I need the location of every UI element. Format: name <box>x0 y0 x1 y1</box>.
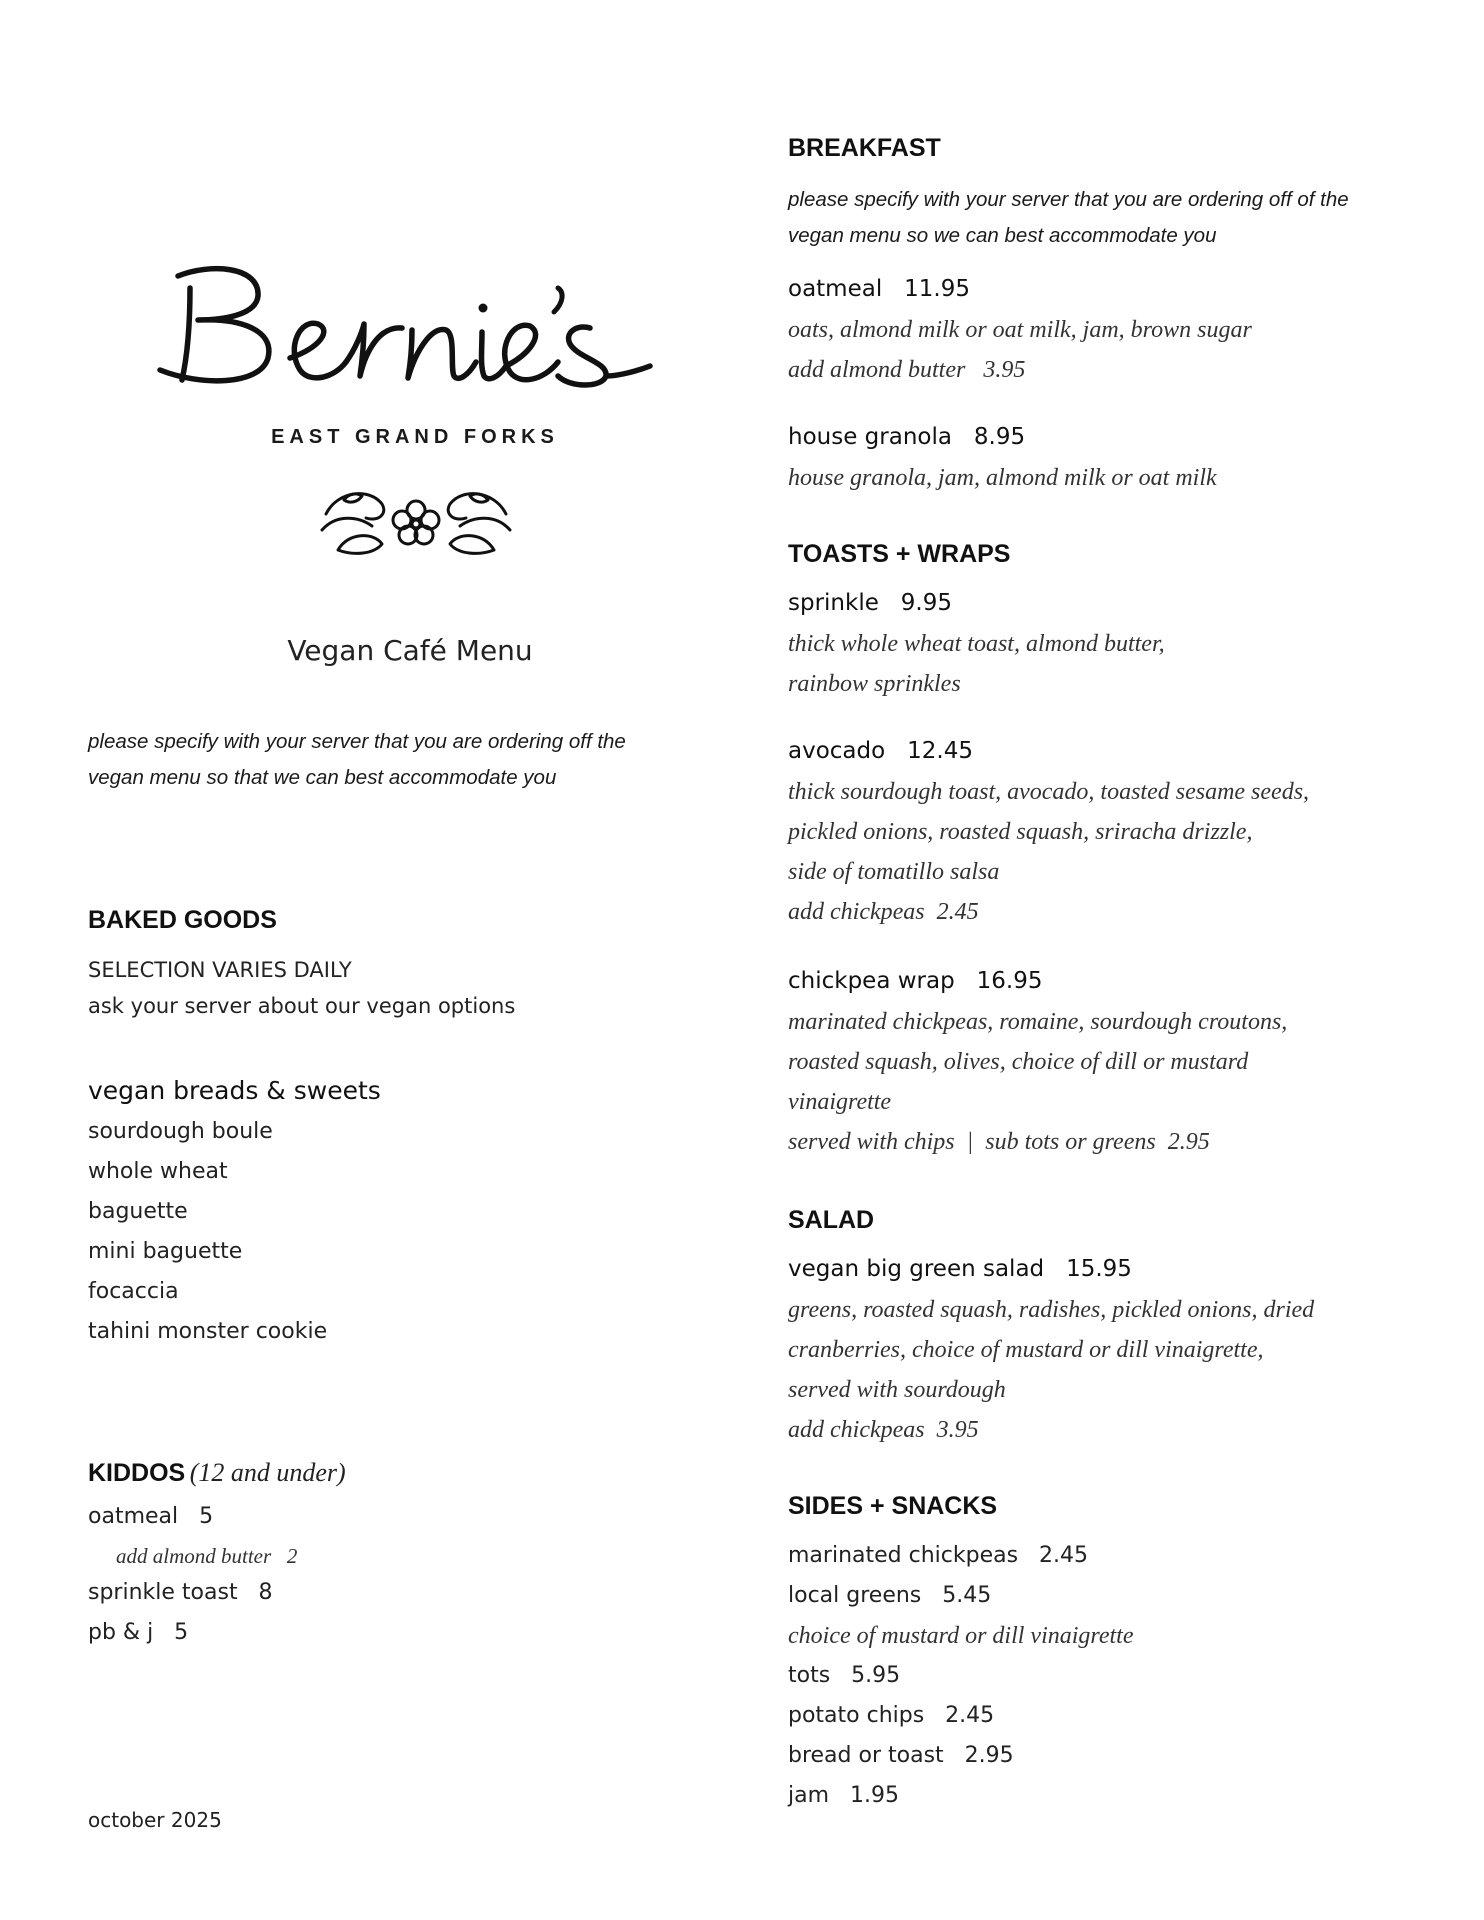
list-item: choice of mustard or dill vinaigrette <box>788 1623 1134 1649</box>
breakfast-note-line: vegan menu so we can best accommodate you <box>788 224 1217 247</box>
desc-line: served with sourdough <box>788 1377 1006 1403</box>
bernies-logo <box>150 258 680 398</box>
baked-goods-selection: SELECTION VARIES DAILY <box>88 958 352 982</box>
list-item: focaccia <box>88 1279 179 1304</box>
desc-line: vinaigrette <box>788 1089 892 1115</box>
desc-line: thick sourdough toast, avocado, toasted sesame seeds, <box>788 779 1310 805</box>
desc-line: add chickpeas 2.45 <box>788 899 979 925</box>
menu-item-name: oatmeal 11.95 <box>788 276 971 302</box>
sides-heading: SIDES + SNACKS <box>788 1492 998 1520</box>
breakfast-heading: BREAKFAST <box>788 134 941 162</box>
menu-item-name: avocado 12.45 <box>788 738 973 764</box>
salad-heading: SALAD <box>788 1206 875 1234</box>
menu-item-desc <box>788 1002 1287 1162</box>
desc-line: greens, roasted squash, radishes, pickled onions, dried <box>788 1297 1315 1323</box>
breakfast-note-line: please specify with your server that you are ordering off of the <box>788 188 1349 211</box>
ordering-note: please specify with your server that you are ordering off the vegan menu so that we can best accommodate you <box>88 730 626 789</box>
sides-list <box>788 1536 1134 1816</box>
kiddos-age-note: (12 and under) <box>189 1458 346 1487</box>
list-item: add almond butter 2 <box>116 1544 298 1568</box>
list-item: potato chips 2.45 <box>788 1703 995 1728</box>
list-item: oatmeal 5 <box>88 1504 214 1529</box>
desc-line: rainbow sprinkles <box>788 671 961 697</box>
desc-line: thick whole wheat toast, almond butter, <box>788 631 1165 657</box>
desc-line: roasted squash, olives, choice of dill or mustard <box>788 1049 1249 1075</box>
desc-line: served with chips | sub tots or greens 2.95 <box>788 1129 1210 1155</box>
menu-item-name: chickpea wrap 16.95 <box>788 968 1043 994</box>
desc-line: oats, almond milk or oat milk, jam, brown sugar <box>788 317 1252 343</box>
desc-line: side of tomatillo salsa <box>788 859 1000 885</box>
list-item: jam 1.95 <box>788 1783 899 1808</box>
toasts-heading: TOASTS + WRAPS <box>788 540 1011 568</box>
list-item: marinated chickpeas 2.45 <box>788 1543 1089 1568</box>
menu-item-desc <box>788 310 1252 390</box>
list-item: whole wheat <box>88 1159 228 1184</box>
baked-goods-list <box>88 1112 327 1352</box>
logo-location: EAST GRAND FORKS <box>271 426 559 448</box>
baked-goods-heading: BAKED GOODS <box>88 906 277 934</box>
list-item: tots 5.95 <box>788 1663 901 1688</box>
vegan-breads-heading: vegan breads & sweets <box>88 1076 381 1105</box>
floral-ornament-icon <box>318 480 514 560</box>
menu-item-desc <box>788 1290 1314 1450</box>
list-item: sourdough boule <box>88 1119 273 1144</box>
list-item: tahini monster cookie <box>88 1319 328 1344</box>
desc-line: pickled onions, roasted squash, sriracha drizzle, <box>788 819 1253 845</box>
list-item: baguette <box>88 1199 188 1224</box>
menu-item-name: house granola 8.95 <box>788 424 1026 450</box>
desc-line: house granola, jam, almond milk or oat milk <box>788 465 1217 491</box>
menu-item-name: vegan big green salad 15.95 <box>788 1256 1132 1282</box>
menu-title: Vegan Café Menu <box>287 634 533 667</box>
desc-line: marinated chickpeas, romaine, sourdough croutons, <box>788 1009 1288 1035</box>
list-item: pb & j 5 <box>88 1620 189 1645</box>
baked-goods-ask: ask your server about our vegan options <box>88 994 516 1018</box>
breakfast-note <box>788 182 1349 254</box>
desc-line: add chickpeas 3.95 <box>788 1417 979 1443</box>
list-item: local greens 5.45 <box>788 1583 992 1608</box>
list-item: bread or toast 2.95 <box>788 1743 1014 1768</box>
list-item: mini baguette <box>88 1239 243 1264</box>
kiddos-title: KIDDOS <box>88 1459 186 1487</box>
footer-date: october 2025 <box>88 1808 222 1832</box>
list-item: sprinkle toast 8 <box>88 1580 273 1605</box>
menu-item-name: sprinkle 9.95 <box>788 590 953 616</box>
kiddos-heading <box>88 1458 346 1488</box>
desc-line: cranberries, choice of mustard or dill vinaigrette, <box>788 1337 1264 1363</box>
menu-item-desc <box>788 772 1309 932</box>
desc-line: add almond butter 3.95 <box>788 357 1026 383</box>
menu-item-desc <box>788 624 1165 704</box>
